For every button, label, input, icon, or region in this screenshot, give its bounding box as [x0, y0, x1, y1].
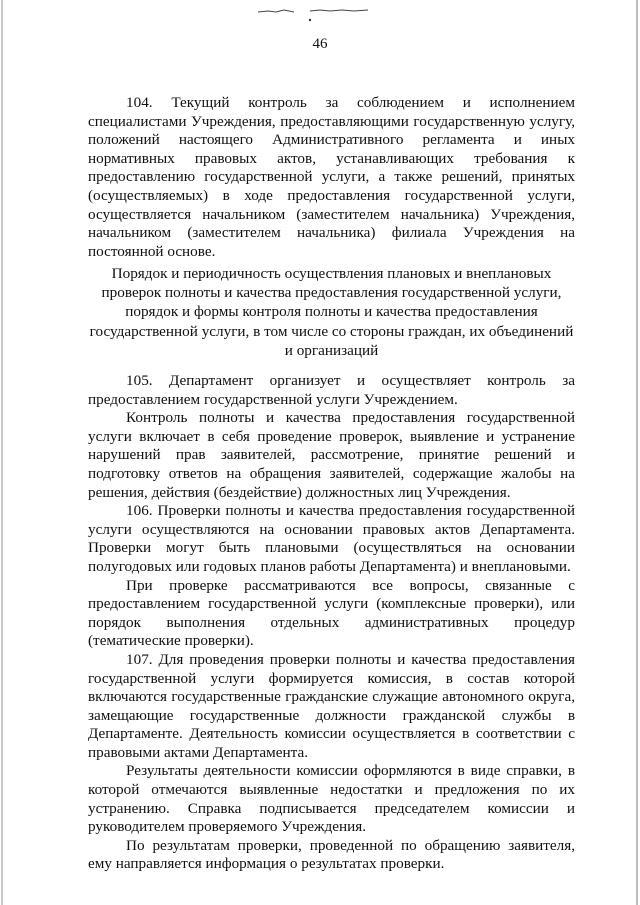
scan-artifact-marks: [250, 4, 390, 24]
paragraph-105: 105. Департамент организует и осуществляет контроль за предоставлением государственной услуги Учреждением.: [88, 372, 575, 408]
paragraph-105-continuation: Контроль полноты и качества предоставления государственной услуги включает в себя проведение проверок, выявление и устранение нарушений прав заявителей, рассмотрение, принятие решений и подготовку ответов на обращения заявителей, содержащие жалобы на решения, действия (бездействие) должностных лиц Учреждения.: [88, 409, 575, 501]
paragraph-107-final: По результатам проверки, проведенной по обращению заявителя, ему направляется информация о результатах проверки.: [88, 836, 575, 873]
page-number: 46: [312, 36, 328, 52]
paragraph-107-continuation: Результаты деятельности комиссии оформляются в виде справки, в которой отмечаются выявленные недостатки и предложения по их устранению. Справка подписывается председателем комиссии и руководителем проверяемого Учреждения.: [88, 762, 575, 836]
paragraph-block-105-107: [88, 372, 575, 874]
paragraph-106-continuation: При проверке рассматриваются все вопросы, связанные с предоставлением государственной услуги (комплексные проверки), или порядок выполнения отдельных административных процедур (тематические проверки).: [88, 576, 575, 650]
scan-edge-left: [1, 0, 3, 905]
paragraph-106: 106. Проверки полноты и качества предоставления государственной услуги осуществляются на основании правовых актов Департамента. Проверки могут быть плановыми (осуществляться на основании полугодовых или годовых планов работы Департамента) и внеплановыми.: [88, 502, 575, 575]
paragraph-107: 107. Для проведения проверки полноты и качества предоставления государственной услуги формируется комиссия, в состав которой включаются государственные гражданские служащие автономного округа, замещающие государственные должности гражданской службы в Департаменте. Деятельность комиссии осуществляется в соответствии с правовыми актами Департамента.: [88, 650, 575, 761]
section-heading: Порядок и периодичность осуществления плановых и внеплановых проверок полноты и качества предоставления государственной услуги, порядок и формы контроля полноты и качества предоставления государственной услуги, в том числе со стороны граждан, их объединений и организаций: [89, 265, 574, 359]
paragraph-104: 104. Текущий контроль за соблюдением и исполнением специалистами Учреждения, предоставляющими государственную услугу, положений настоящего Административного регламента и иных нормативных правовых актов, устанавливающих требования к предоставлению государственной услуги, а также решений, принятых (осуществляемых) в ходе предоставления государственной услуги, осуществляется начальником (заместителем начальника) Учреждения, начальником (заместителем начальника) филиала Учреждения на постоянной основе.: [88, 94, 575, 260]
scan-edge-right: [636, 0, 638, 905]
paragraph-block-104: [88, 94, 575, 261]
